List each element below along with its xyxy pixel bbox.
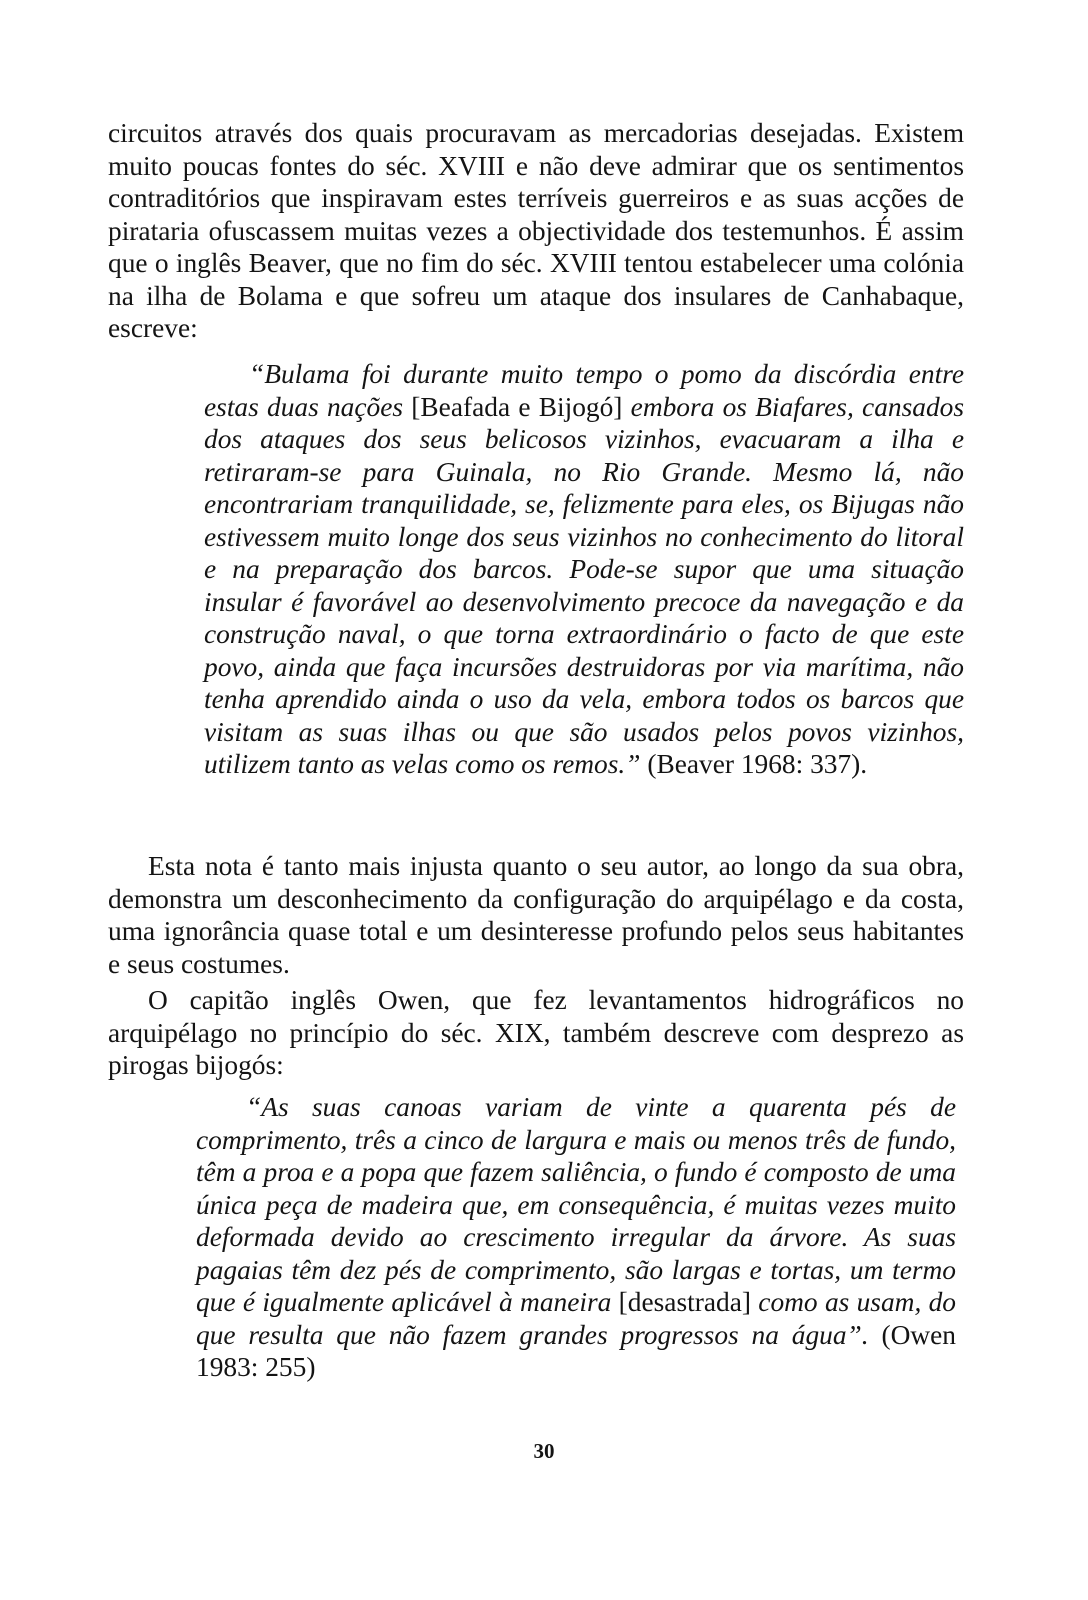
quote-text: “As suas canoas variam de vinte a quarenta pés de comprimento, três a cinco de largura e mais ou menos três de fundo, têm a proa e a popa que fazem saliência, o fundo é composto de uma única peça de madeira que, em consequência, é muitas vezes muito deformada devido ao crescimento irregular da árvore. As suas pagaias têm dez pés de comprimento, são largas e tortas, um termo que é igualmente aplicável à maneira	[196, 1092, 956, 1317]
paragraph-owen-intro: O capitão inglês Owen, que fez levantamentos hidrográficos no arquipélago no princípio do séc. XIX, também descreve com desprezo as pirogas bijogós:	[108, 985, 964, 1080]
quote-text: “Bulama foi durante muito tempo o pomo da discórdia entre estas duas nações	[204, 359, 964, 422]
page-number: 30	[533, 1439, 555, 1463]
paragraph-intro: circuitos através dos quais procuravam as mercadorias desejadas. Existem muito poucas fontes do séc. XVIII e não deve admirar que os sentimentos contraditórios que inspiravam estes terríveis guerreiros e as suas acções de pirataria ofuscassem muitas vezes a objectividade dos testemunhos. É assim que o inglês Beaver, que no fim do séc. XVIII tentou estabelecer uma colónia na ilha de Bolama e que sofreu um ataque dos insulares de Canhabaque, escreve:	[108, 118, 964, 343]
block-quote-owen	[196, 1091, 956, 1384]
quote-text: embora os Biafares, cansados dos ataques dos seus belicosos vizinhos, evacuaram a ilha e retiraram-se para Guinala, no Rio Grande. Mesmo lá, não encontrariam tranquilidade, se, felizmente para eles, os Bijugas não estivessem muito longe dos seus vizinhos no conhecimento do litoral e na preparação dos barcos. Pode-se supor que uma situação insular é favorável ao desenvolvimento precoce da navegação e da construção naval, o que torna extraordinário o facto de que este povo, ainda que faça incursões destruidoras por via marítima, não tenha aprendido ainda o uso da vela, embora todos os barcos que visitam as suas ilhas ou que são usados pelos povos vizinhos, utilizem tanto as velas como os remos.”	[204, 391, 964, 779]
paragraph-commentary: Esta nota é tanto mais injusta quanto o seu autor, ao longo da sua obra, demonstra um desconhecimento da configuração do arquipélago e da costa, uma ignorância quase total e um desinteresse profundo pelos seus habitantes e seus costumes.	[108, 851, 964, 979]
block-quote-beaver	[204, 358, 964, 781]
citation-reference: (Beaver 1968: 337).	[640, 749, 868, 779]
quote-insertion: [Beafada e Bijogó]	[411, 391, 623, 422]
quote-text: como as usam, do que resulta que não fazem grandes progressos na água”.	[196, 1287, 956, 1350]
quote-insertion: [desastrada]	[618, 1287, 751, 1317]
citation-reference: (Owen 1983: 255)	[196, 1319, 956, 1382]
